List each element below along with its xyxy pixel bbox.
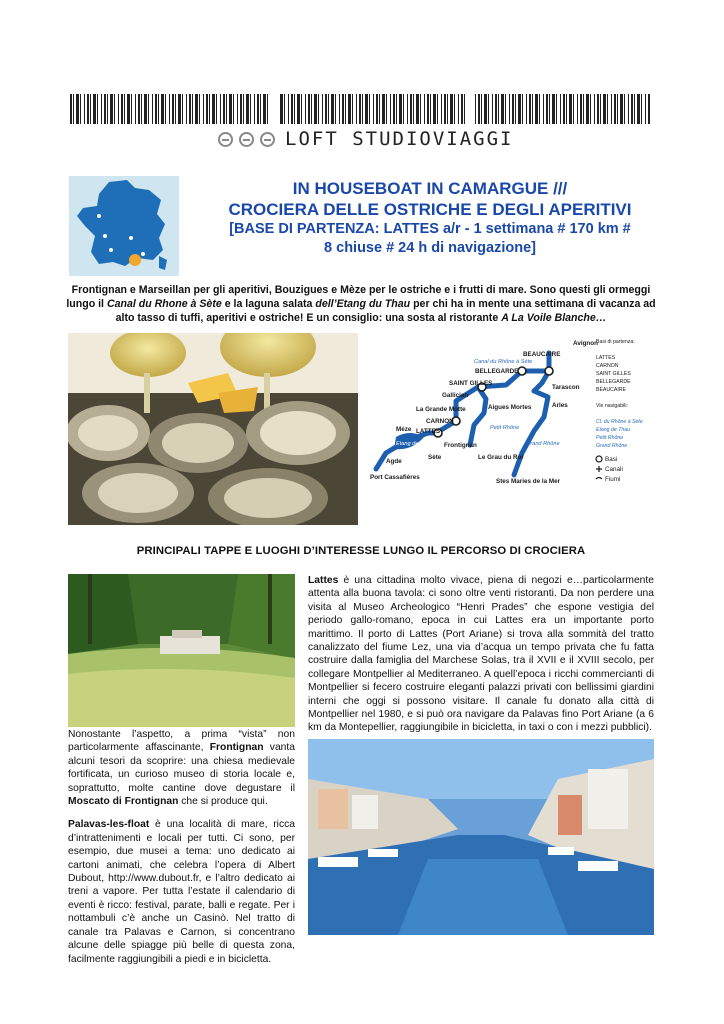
- place-name: Lattes: [308, 575, 339, 586]
- intro-paragraph: [66, 283, 656, 325]
- legend-base: BELLEGARDE: [596, 379, 631, 385]
- map-place: BELLEGARDE: [475, 368, 519, 375]
- route-map: [366, 333, 658, 493]
- place-name: Frontignan: [209, 742, 264, 754]
- globe-icon: [218, 132, 233, 147]
- lattes-paragraph: [308, 574, 654, 735]
- legend-vie: Etang de Thau: [596, 427, 631, 433]
- legend-title: Basi di partenza:: [596, 339, 635, 345]
- map-waterway: Etang de Thau: [396, 441, 433, 447]
- title-line-3: [BASE DI PARTENZA: LATTES a/r - 1 settimana # 170 km #: [229, 221, 631, 237]
- legend-key: Fiumi: [605, 476, 621, 483]
- title-line-2: CROCIERA DELLE OSTRICHE E DEGLI APERITIVI: [228, 200, 632, 219]
- legend-vie: Cl. du Rhône à Sète: [596, 419, 643, 425]
- brand-logo: [218, 128, 513, 150]
- legend-base: LATTES: [596, 355, 616, 361]
- map-place: SAINT GILLES: [449, 380, 493, 387]
- page-title: [200, 178, 660, 258]
- legend-base: BEAUCAIRE: [596, 387, 626, 393]
- legend-vie: Petit Rhône: [596, 435, 624, 441]
- para-text: che si produce qui.: [178, 796, 268, 808]
- intro-text: e la laguna salata: [221, 298, 316, 310]
- intro-canal: Canal du Rhone à Sète: [106, 298, 222, 310]
- map-place: Frontignan: [444, 442, 477, 449]
- para-text: è una località di mare, ricca d’intrattenimenti e locali per tutti. Ci sono, per esempio, due musei a tema: uno dedicato ai cartoni animati, che celebra l’opera di Albert Dubout, http://www.dubout.fr, e l’altro dedicato ai treni a vapore. Per tutta l’estate il calendario di eventi è ricco: festival, parate, balli e regate. Per i nottambuli c’è anche un Casinò. Nel tratto di canale tra Palavas e Carnon, si concentrano alcune delle spiagge più belle di questa zona, facilmente raggiungibili a piedi e in bicicletta.: [68, 819, 295, 965]
- map-waterway: Canal du Rhône à Sète: [474, 359, 533, 365]
- map-place: Avignon: [573, 340, 598, 347]
- para-text: è una cittadina molto vivace, piena di negozi e…particolarmente attenta alla buona tavola: ci sono oltre venti ristoranti. Da non perdere una visita al Museo Archeologico “Henri Prades” che espone vestigia del periodo gallo-romano, epoca in cui Lattes era un importante porto marittimo. Il porto di Lattes (Port Ariane) si trova alla sommità del tratto canalizzato del fiume Lez, una via d’acqua un tempo privata che fu fatta costruire dalla famiglia del Marchese Solas, tra il XVII e il XVIII secolo, per collegare Montpellier al Mediterraneo. A quell’epoca i ricchi commercianti di Montpellier si fecero costruire eleganti palazzi privati con bellissimi giardini interni che oggi si possono visitare. Il canale fu donato alla città di Montpellier nel 1980, e si può ora navigare da Palavas fino Port Ariane (a 6 km da Montepellier, raggiungibile in bicicletta, in taxi o con i mezzi pubblici).: [308, 575, 654, 734]
- legend-key: Basi: [605, 456, 618, 463]
- intro-restaurant: A La Voile Blanche…: [501, 312, 607, 324]
- title-line-1: IN HOUSEBOAT IN CAMARGUE ///: [292, 179, 568, 198]
- para-text: Nonostante l’aspetto, a prima “vista” non particolarmente affascinante,: [68, 729, 295, 754]
- map-place: Agde: [386, 458, 402, 465]
- france-map-image: [69, 176, 179, 276]
- map-place: Sète: [428, 454, 442, 461]
- map-place: Le Grau du Roi: [478, 454, 524, 461]
- legend-key: Canali: [605, 466, 623, 473]
- globe-icon: [239, 132, 254, 147]
- map-place: Tarascon: [552, 384, 580, 391]
- legend-vie: Grand Rhône: [596, 443, 628, 449]
- oysters-photo: [68, 333, 358, 525]
- section-title: PRINCIPALI TAPPE E LUOGHI D’INTERESSE LUNGO IL PERCORSO DI CROCIERA: [136, 545, 586, 557]
- map-place: Gallician: [442, 392, 469, 399]
- map-waterway: Petit Rhône: [490, 425, 520, 431]
- map-place: Méze: [396, 426, 412, 433]
- legend-base: SAINT GILLES: [596, 371, 631, 377]
- left-column: [68, 728, 295, 976]
- globe-icon: [260, 132, 275, 147]
- map-place: LATTES: [416, 428, 441, 435]
- title-line-4: 8 chiuse # 24 h di navigazione]: [324, 240, 536, 256]
- legend-vie-title: Vie navigabili:: [596, 403, 628, 409]
- intro-text: Frontignan e Marseillan per gli aperitivi, Bouzigues e Mèze per le ostriche e i frutti di mare. Sono questi gli ormeggi lungo il: [66, 284, 651, 310]
- map-place: Aigues Mortes: [488, 404, 532, 411]
- place-name: Palavas-les-float: [68, 819, 150, 831]
- map-place: BEAUCAIRE: [523, 351, 561, 358]
- harbour-photo: [308, 739, 654, 935]
- frontignan-paragraph: [68, 728, 295, 808]
- wine-name: Moscato di Frontignan: [68, 796, 179, 808]
- map-place: La Grande Motte: [416, 406, 466, 413]
- map-waterway: Grand Rhône: [526, 441, 560, 447]
- intro-etang: dell’Etang du Thau: [315, 298, 411, 310]
- brand-name: LOFT STUDIOVIAGGI: [285, 128, 514, 150]
- palavas-paragraph: [68, 818, 295, 965]
- canal-boat-photo: [68, 574, 295, 727]
- legend-base: CARNON: [596, 363, 619, 369]
- map-place: Arles: [552, 402, 568, 409]
- map-place: Port Cassafières: [370, 474, 420, 481]
- intro-text: per chi ha in mente una settimana di vacanza ad alto tasso di tuffi, aperitivi e ostriche! E un consiglio: una sosta al ristorante: [115, 298, 656, 324]
- map-place: Stes Maries de la Mer: [496, 478, 561, 485]
- map-place: CARNON: [426, 418, 454, 425]
- para-text: vanta alcuni tesori da scoprire: una chiesa medievale fortificata, un curioso museo di storia locale e, soprattutto, molte cantine dove degustare il: [68, 742, 295, 794]
- right-column: [308, 574, 654, 745]
- header-barcode: [70, 94, 650, 124]
